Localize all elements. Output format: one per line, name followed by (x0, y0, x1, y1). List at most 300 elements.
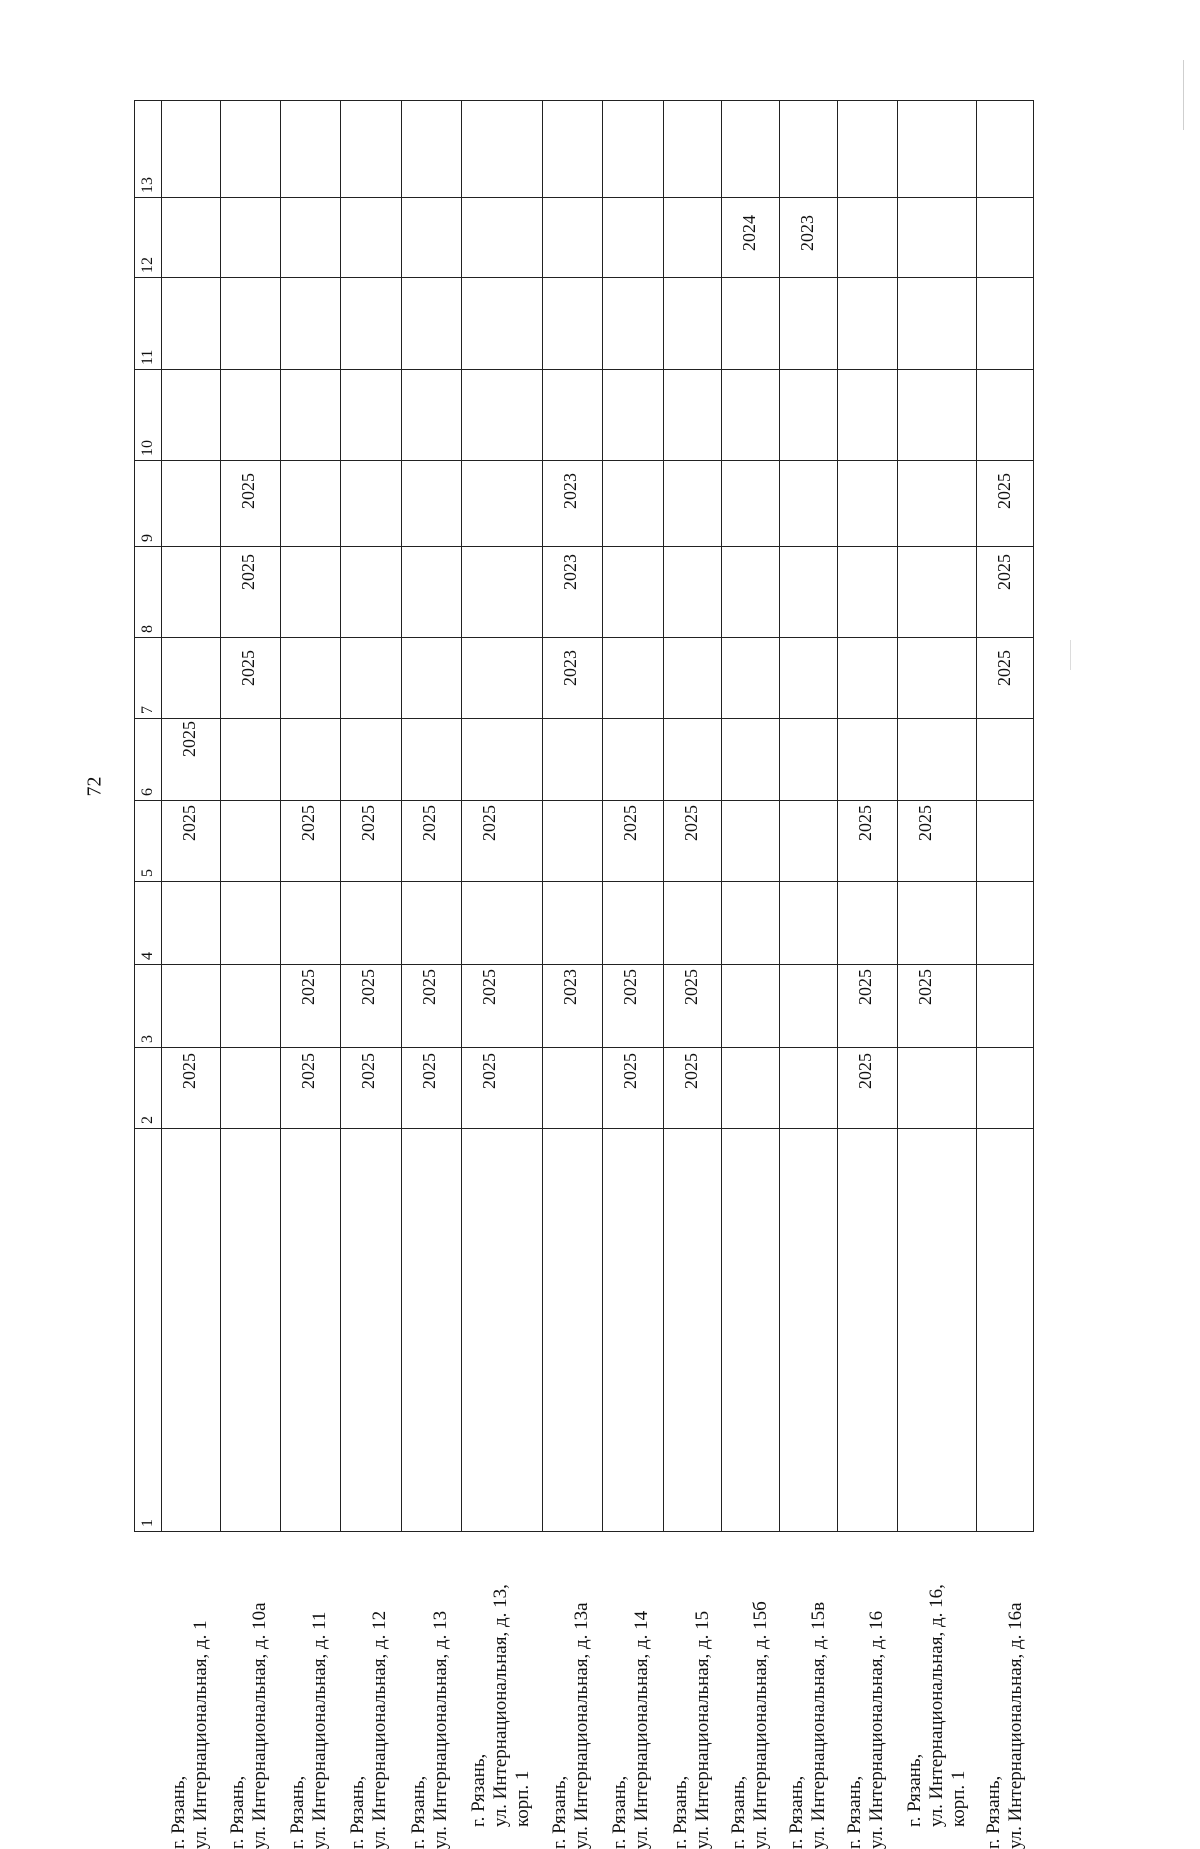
column-header (135, 638, 162, 719)
address-line: г. Рязань, (727, 1775, 749, 1849)
address-text (287, 1489, 331, 1849)
year-cell (281, 718, 341, 842)
address-text (408, 1489, 452, 1849)
column-header-label: 6 (139, 788, 156, 797)
year-cell (401, 278, 461, 369)
column-header (135, 718, 162, 801)
address-cell (897, 1129, 976, 1827)
scan-artifact (1070, 640, 1071, 670)
year-value: 2025 (298, 968, 319, 1005)
year-value: 2025 (237, 553, 258, 590)
year-cell (341, 197, 401, 278)
year-value: 2025 (854, 968, 875, 1005)
year-value: 2025 (418, 968, 439, 1005)
year-cell (721, 1048, 779, 1129)
column-header-label: 11 (139, 349, 156, 365)
year-value: 2025 (680, 805, 701, 842)
year-cell (543, 101, 603, 198)
address-text (728, 1489, 772, 1849)
year-cell (837, 801, 897, 882)
address-text (168, 1489, 212, 1849)
year-cell (977, 369, 1034, 509)
table-column-10 (135, 369, 1034, 460)
address-line: ул. Интернациональная, д. 13а (571, 1602, 593, 1849)
year-cell (837, 197, 897, 278)
year-value: 2025 (178, 720, 199, 757)
table-column-5 (135, 801, 1034, 882)
year-cell (543, 460, 603, 590)
year-cell (461, 964, 542, 1090)
year-cell (220, 369, 280, 509)
column-header-label: 1 (139, 1519, 156, 1527)
address-cell (461, 1129, 542, 1827)
column-header-label: 12 (139, 257, 156, 274)
year-cell (837, 881, 897, 1005)
year-cell (461, 638, 542, 719)
year-cell (401, 801, 461, 882)
address-line: г. Рязань, (287, 1775, 309, 1849)
year-value: 2025 (178, 805, 199, 842)
column-header-label: 8 (139, 625, 156, 634)
year-cell (721, 881, 779, 964)
column-header (135, 197, 162, 278)
year-cell (603, 369, 663, 460)
year-cell (837, 964, 897, 1090)
column-header (135, 964, 162, 1048)
address-line: г. Рязань, (549, 1775, 571, 1849)
year-cell (341, 546, 401, 637)
address-line: г. Рязань, (983, 1775, 1005, 1849)
year-cell (837, 1048, 897, 1129)
address-year-table (134, 100, 1034, 1849)
year-cell (161, 1048, 220, 1129)
table-column-11 (135, 278, 1034, 369)
year-cell (779, 1048, 837, 1129)
column-header-label: 9 (139, 533, 156, 542)
year-cell (663, 101, 721, 198)
year-cell (977, 1048, 1034, 1129)
table-column-1 (135, 1129, 1034, 1532)
year-cell (281, 278, 341, 369)
address-text (347, 1489, 391, 1849)
address-text (670, 1489, 714, 1849)
address-line: г. Рязань, (226, 1775, 248, 1849)
year-cell (779, 546, 837, 637)
column-header-label: 2 (139, 1116, 156, 1125)
year-cell (721, 460, 779, 546)
address-cell (721, 1129, 779, 1849)
address-line: г. Рязань, (669, 1775, 691, 1849)
scan-artifact (1183, 60, 1184, 130)
year-cell (341, 801, 401, 882)
year-cell (161, 460, 220, 546)
column-header (135, 546, 162, 637)
year-cell (281, 964, 341, 1090)
year-value: 2025 (854, 805, 875, 842)
year-cell (721, 801, 779, 882)
year-cell (721, 546, 779, 637)
table-column-13 (135, 101, 1034, 198)
year-value: 2025 (680, 1053, 701, 1090)
year-cell (220, 964, 280, 1048)
year-cell (837, 101, 897, 198)
year-cell (543, 369, 603, 509)
address-cell (543, 1129, 603, 1849)
year-cell (161, 101, 220, 198)
address-line: ул. Интернациональная, д. 1 (189, 1620, 211, 1849)
year-cell (461, 546, 542, 637)
year-value: 2025 (914, 805, 935, 842)
year-cell (837, 546, 897, 637)
year-value: 2025 (478, 1053, 499, 1090)
year-value: 2025 (994, 650, 1015, 687)
year-cell (897, 369, 976, 460)
year-cell (220, 1048, 280, 1129)
year-value: 2025 (418, 805, 439, 842)
year-cell (663, 546, 721, 637)
address-line: ул. Интернациональная, д. 13, (489, 1584, 511, 1827)
year-cell (401, 101, 461, 198)
year-cell (220, 101, 280, 198)
year-cell (543, 1048, 603, 1129)
year-value: 2025 (237, 472, 258, 509)
year-cell (161, 197, 220, 278)
year-cell (779, 801, 837, 882)
year-cell (663, 881, 721, 1005)
address-text (983, 1489, 1027, 1849)
year-cell (603, 718, 663, 842)
year-value: 2023 (560, 553, 581, 590)
year-cell (779, 881, 837, 964)
column-header (135, 101, 162, 198)
year-cell (603, 278, 663, 369)
address-text (468, 1467, 534, 1827)
year-cell (220, 278, 280, 369)
column-header-label: 10 (139, 439, 156, 456)
year-cell (220, 801, 280, 882)
year-cell (603, 197, 663, 278)
year-cell (341, 1048, 401, 1129)
year-cell (663, 964, 721, 1090)
year-cell (897, 460, 976, 546)
year-cell (977, 278, 1034, 369)
year-cell (220, 881, 280, 964)
year-cell (341, 278, 401, 369)
column-header (135, 1129, 162, 1532)
year-cell (401, 881, 461, 1005)
year-cell (401, 369, 461, 460)
year-value: 2025 (620, 1053, 641, 1090)
year-value: 2025 (298, 805, 319, 842)
year-value: 2025 (358, 968, 379, 1005)
year-cell (779, 101, 837, 251)
table-column-3 (135, 964, 1034, 1048)
year-value: 2024 (738, 214, 759, 251)
address-text (904, 1467, 970, 1827)
year-cell (401, 460, 461, 546)
address-cell (977, 1129, 1034, 1849)
address-line: корп. 1 (947, 1770, 969, 1827)
year-cell (779, 718, 837, 801)
year-cell (461, 1048, 542, 1129)
year-value: 2025 (994, 553, 1015, 590)
address-line: ул. Интернациональная, д. 10а (248, 1602, 270, 1849)
year-cell (401, 1048, 461, 1129)
year-cell (281, 638, 341, 719)
year-value: 2025 (680, 968, 701, 1005)
year-value: 2023 (796, 214, 817, 251)
year-cell (779, 460, 837, 546)
address-line: г. Рязань, (407, 1775, 429, 1849)
address-line: г. Рязань, (843, 1775, 865, 1849)
address-line: г. Рязань, (347, 1775, 369, 1849)
column-header (135, 278, 162, 369)
table-column-4 (135, 881, 1034, 964)
year-cell (543, 964, 603, 1048)
address-line: г. Рязань, (609, 1775, 631, 1849)
year-cell (543, 881, 603, 1005)
year-value: 2025 (478, 968, 499, 1005)
year-cell (663, 197, 721, 278)
address-cell (161, 1129, 220, 1849)
year-value: 2025 (478, 805, 499, 842)
year-value: 2023 (560, 968, 581, 1005)
address-text (786, 1489, 830, 1849)
year-value: 2025 (914, 968, 935, 1005)
year-cell (543, 638, 603, 719)
address-line: г. Рязань, (167, 1775, 189, 1849)
year-cell (161, 546, 220, 637)
year-cell (161, 801, 220, 882)
year-cell (897, 638, 976, 719)
year-cell (663, 278, 721, 369)
table-grid (134, 100, 1034, 1849)
address-text (549, 1489, 593, 1849)
address-line: ул. Интернациональная, д. 16а (1005, 1602, 1027, 1849)
year-cell (897, 718, 976, 842)
address-line: ул. Интернациональная, д. 15 (691, 1610, 713, 1849)
year-cell (663, 369, 721, 460)
year-cell (603, 801, 663, 882)
year-cell (897, 101, 976, 198)
address-line: ул. Интернациональная, д. 12 (369, 1610, 391, 1849)
column-header (135, 881, 162, 964)
year-cell (977, 197, 1034, 278)
year-cell (161, 638, 220, 757)
year-cell (779, 964, 837, 1048)
year-cell (220, 546, 280, 687)
year-cell (779, 638, 837, 719)
year-cell (161, 278, 220, 369)
address-cell (281, 1129, 341, 1849)
year-cell (603, 546, 663, 637)
year-cell (401, 718, 461, 842)
year-cell (603, 460, 663, 546)
year-cell (401, 964, 461, 1090)
address-line: г. Рязань, (903, 1753, 925, 1827)
address-line: г. Рязань, (467, 1753, 489, 1827)
table-column-6 (135, 718, 1034, 801)
year-cell (977, 638, 1034, 719)
column-header-label: 3 (139, 1035, 156, 1044)
column-header-label: 7 (139, 705, 156, 714)
year-value: 2025 (620, 968, 641, 1005)
year-cell (341, 881, 401, 1005)
year-cell (341, 638, 401, 719)
year-cell (603, 1048, 663, 1129)
address-text (227, 1489, 271, 1849)
year-cell (721, 638, 779, 719)
year-cell (663, 460, 721, 546)
year-cell (220, 197, 280, 278)
address-text (609, 1489, 653, 1849)
year-cell (461, 101, 542, 198)
year-cell (897, 964, 976, 1048)
year-cell (837, 718, 897, 842)
year-cell (161, 881, 220, 964)
address-cell (663, 1129, 721, 1849)
address-line: г. Рязань, (785, 1775, 807, 1849)
year-cell (281, 197, 341, 278)
year-value: 2023 (560, 650, 581, 687)
year-cell (977, 460, 1034, 590)
year-cell (721, 101, 779, 251)
year-value: 2025 (178, 1053, 199, 1090)
address-line: ул. Интернациональная, д. 16, (925, 1584, 947, 1827)
year-cell (663, 718, 721, 842)
column-header (135, 369, 162, 460)
year-cell (779, 278, 837, 369)
year-cell (461, 881, 542, 1005)
year-cell (663, 1048, 721, 1129)
table-column-12 (135, 197, 1034, 278)
table-column-8 (135, 546, 1034, 637)
year-value: 2025 (237, 650, 258, 687)
year-cell (281, 101, 341, 198)
year-value: 2025 (418, 1053, 439, 1090)
year-cell (281, 546, 341, 637)
year-cell (663, 801, 721, 882)
address-line: корп. 1 (511, 1770, 533, 1827)
year-cell (977, 546, 1034, 687)
year-cell (341, 964, 401, 1090)
table-column-2 (135, 1048, 1034, 1129)
year-cell (161, 369, 220, 460)
year-cell (461, 369, 542, 460)
address-text (844, 1489, 888, 1849)
year-cell (220, 718, 280, 801)
year-cell (461, 278, 542, 369)
year-cell (779, 197, 837, 278)
year-cell (543, 546, 603, 687)
year-cell (977, 964, 1034, 1048)
year-cell (721, 964, 779, 1048)
year-cell (977, 101, 1034, 198)
year-cell (603, 881, 663, 1005)
year-cell (341, 101, 401, 198)
year-cell (721, 718, 779, 801)
year-cell (663, 638, 721, 719)
year-value: 2025 (358, 805, 379, 842)
year-value: 2025 (298, 1053, 319, 1090)
table-column-7 (135, 638, 1034, 719)
year-cell (281, 460, 341, 546)
year-value: 2025 (854, 1053, 875, 1090)
year-cell (977, 801, 1034, 882)
address-line: ул. Интернациональная, д. 15в (807, 1601, 829, 1849)
year-cell (837, 278, 897, 369)
year-cell (161, 964, 220, 1090)
address-line: ул. Интернациональная, д. 13 (429, 1610, 451, 1849)
year-cell (721, 197, 779, 278)
year-cell (721, 369, 779, 460)
year-cell (543, 718, 603, 801)
year-cell (897, 881, 976, 1005)
year-cell (897, 1048, 976, 1129)
page-number: 72 (83, 776, 106, 797)
year-cell (341, 369, 401, 460)
address-line: ул. Интернациональная, д. 15б (749, 1601, 771, 1849)
year-cell (543, 801, 603, 882)
year-cell (401, 197, 461, 278)
address-cell (401, 1129, 461, 1849)
year-cell (401, 638, 461, 719)
year-cell (341, 718, 401, 842)
year-cell (220, 460, 280, 590)
year-cell (837, 369, 897, 460)
year-cell (461, 197, 542, 278)
year-cell (977, 718, 1034, 801)
address-cell (837, 1129, 897, 1849)
year-value: 2025 (358, 1053, 379, 1090)
address-cell (341, 1129, 401, 1849)
year-cell (341, 460, 401, 546)
year-cell (281, 801, 341, 882)
year-value: 2025 (994, 472, 1015, 509)
year-cell (837, 460, 897, 546)
year-cell (281, 1048, 341, 1129)
address-cell (779, 1129, 837, 1849)
year-cell (461, 460, 542, 546)
year-cell (837, 638, 897, 719)
year-cell (603, 964, 663, 1090)
year-cell (543, 278, 603, 369)
table-column-9 (135, 460, 1034, 546)
year-cell (897, 801, 976, 882)
year-cell (161, 718, 220, 842)
year-cell (897, 278, 976, 369)
year-cell (543, 197, 603, 278)
address-cell (603, 1129, 663, 1849)
year-cell (603, 638, 663, 719)
year-cell (281, 881, 341, 1005)
year-cell (721, 278, 779, 369)
year-cell (281, 369, 341, 460)
column-header-label: 5 (139, 868, 156, 877)
column-header (135, 801, 162, 882)
year-cell (220, 638, 280, 719)
year-cell (897, 197, 976, 278)
year-cell (603, 101, 663, 198)
column-header-label: 4 (139, 951, 156, 960)
column-header (135, 1048, 162, 1129)
address-line: ул. Интернациональная, д. 14 (631, 1610, 653, 1849)
year-value: 2025 (620, 805, 641, 842)
year-cell (779, 369, 837, 460)
column-header (135, 460, 162, 546)
year-value: 2023 (560, 472, 581, 509)
year-cell (461, 801, 542, 882)
